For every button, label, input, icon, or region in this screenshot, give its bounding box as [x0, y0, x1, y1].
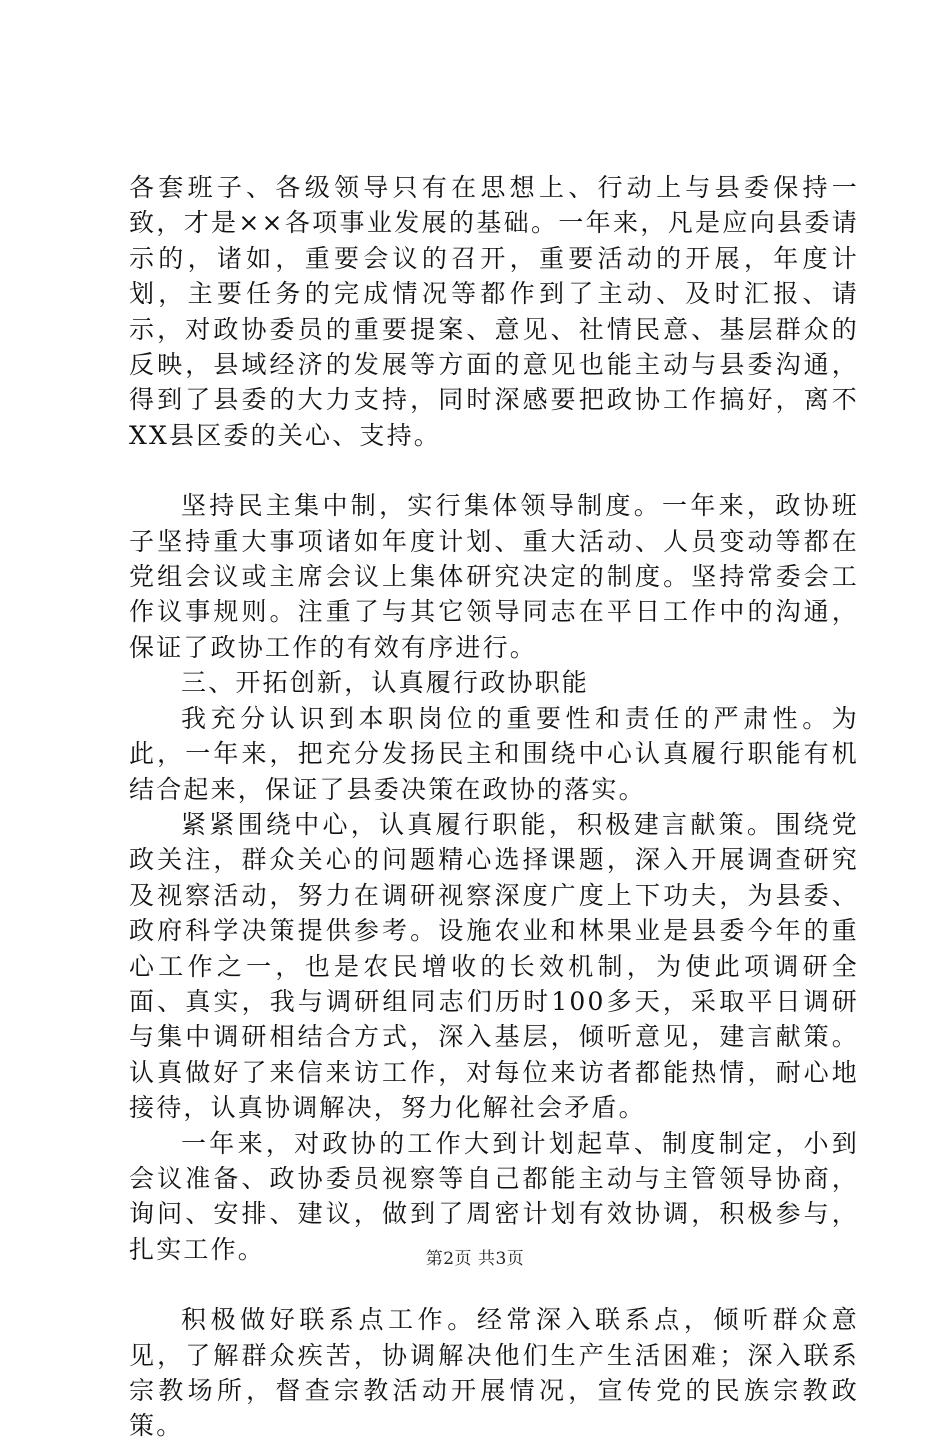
paragraph-advice-research: 紧紧围绕中心，认真履行职能，积极建言献策。围绕党政关注，群众关心的问题精心选择课题，深入开展调查研究及视察活动，努力在调研视察深度广度上下功夫，为县委、政府科学决策提供参考。设施农业和林果业是县委今年的重心工作之一，也是农民增收的长效机制，为使此项调研全面、真实，我与调研组同志们历时100多天，采取平日调研与集中调研相结合方式，深入基层，倾听意见，建言献策。认真做好了来信来访工作，对每位来访者都能热情，耐心地接待，认真协调解决，努力化解社会矛盾。 — [129, 809, 859, 1123]
paragraph-democratic-centralism: 坚持民主集中制，实行集体领导制度。一年来，政协班子坚持重大事项诸如年度计划、重大活动、人员变动等都在党组会议或主席会议上集体研究决定的制度。坚持常委会工作议事规则。注重了与其它领导同志在平日工作中的沟通，保证了政协工作的有效有序进行。 — [129, 491, 859, 662]
paragraph-responsibility: 我充分认识到本职岗位的重要性和责任的严肃性。为此，一年来，把充分发扬民主和围绕中心认真履行职能有机结合起来，保证了县委决策在政协的落实。 — [129, 703, 859, 804]
page-number-footer: 第2页 共3页 — [425, 1249, 525, 1269]
paragraph-coordination: 一年来，对政协的工作大到计划起草、制度制定，小到会议准备、政协委员视察等自己都能主动与主管领导协商，询问、安排、建议，做到了周密计划有效协调，积极参与，扎实工作。 — [129, 1128, 859, 1264]
paragraph-gap — [129, 1267, 859, 1302]
section-heading-innovation: 三、开拓创新，认真履行政协职能 — [181, 668, 590, 698]
paragraph-gap — [129, 453, 859, 488]
paragraph-contact-points: 积极做好联系点工作。经常深入联系点，倾听群众意见，了解群众疾苦，协调解决他们生产生活困难；深入联系宗教场所，督查宗教活动开展情况，宣传党的民族宗教政策。 — [129, 1305, 859, 1441]
paragraph-party-alignment: 各套班子、各级领导只有在思想上、行动上与县委保持一致，才是××各项事业发展的基础。一年来，凡是应向县委请示的，诸如，重要会议的召开，重要活动的开展，年度计划，主要任务的完成情况等都作到了主动、及时汇报、请示，对政协委员的重要提案、意见、社情民意、基层群众的反映，县域经济的发展等方面的意见也能主动与县委沟通，得到了县委的大力支持，同时深感要把政协工作搞好，离不XX县区委的关心、支持。 — [129, 173, 859, 450]
